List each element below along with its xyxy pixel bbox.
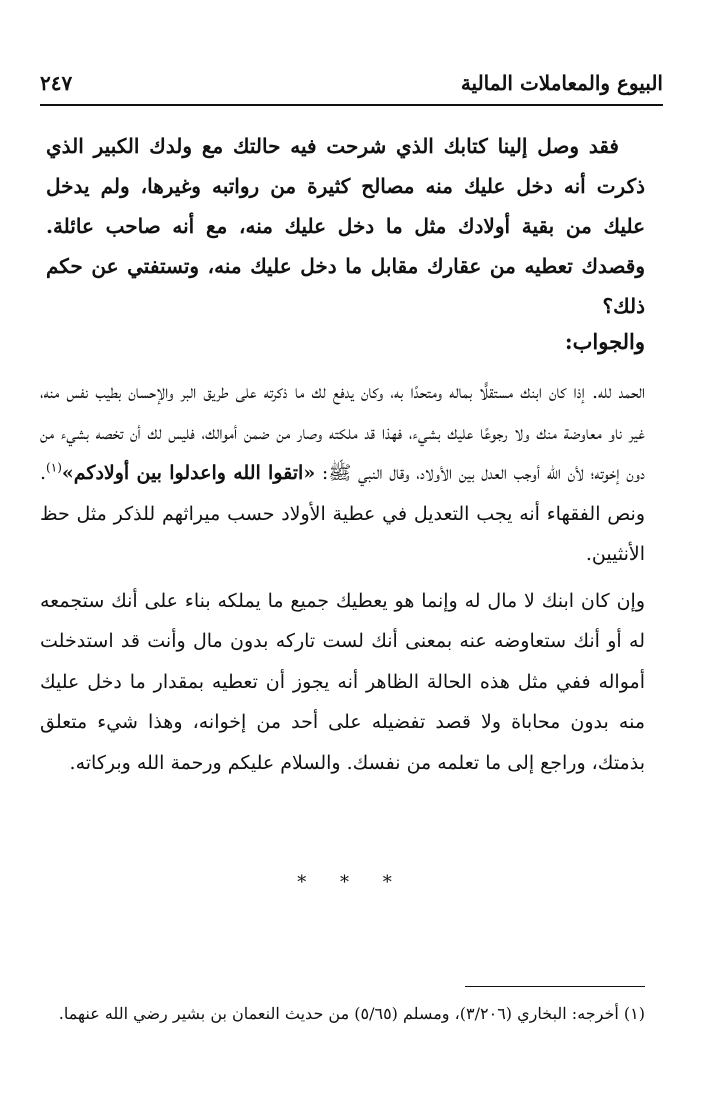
section-separator: * * * xyxy=(297,872,406,893)
answer-paragraph-2: وإن كان ابنك لا مال له وإنما هو يعطيك جميع ما يملكه بناء على أنك ستجمعه له أو أنك ستعاوضه عنه بمعنى أنك لست تاركه بدون مال وأنت قد استدخلت أمواله ففي مثل هذه الحالة الظاهر أنه يجوز أن تعطيه بمقدار ما دخل عليك منه بدون محاباة ولا قصد تفضيله على أحد من إخوانه، وهذا شيء متعلق بذمتك، وراجع إلى ما تعلمه من نفسك. والسلام عليكم ورحمة الله وبركاته. xyxy=(40,589,645,774)
footnote-reference[interactable]: (١) xyxy=(46,460,62,475)
answer-heading: والجواب: xyxy=(564,329,645,354)
header-rule xyxy=(40,104,663,106)
answer-p1-after: . ونص الفقهاء أنه يجب التعديل في عطية الأولاد حسب ميراثهم للذكر مثل حظ الأنثيين. xyxy=(40,462,645,565)
answer-paragraph-1 xyxy=(40,372,645,575)
footnote: (١) أخرجه: البخاري (٣/٢٠٦)، ومسلم (٥/٦٥) من حديث النعمان بن بشير رضي الله عنهما. xyxy=(58,1004,645,1023)
answer-p1-before: الحمد لله. إذا كان ابنك مستقلًّا بماله ومتحدًا به، وكان يدفع لك ما ذكرته على طريق البر والإحسان بطيب نفس منه، غير ناو معاوضة منك ولا رجوعًا عليك بشيء، فهذا قد ملكته وصار من ضمن أموالك، فليس لك أن تخصه بشيء من دون إخوته؛ لأن الله أوجب العدل بين الأولاد، وقال النبي ﷺ: xyxy=(40,381,645,484)
answer-body xyxy=(40,372,645,783)
question-text: فقد وصل إلينا كتابك الذي شرحت فيه حالتك مع ولدك الكبير الذي ذكرت أنه دخل عليك منه مصالح كثيرة من رواتبه وغيرها، ولم يدخل عليك من بقية أولادك مثل ما دخل عليك منه، مع أنه صاحب عائلة. وقصدك تعطيه من عقارك مقابل ما دخل عليك منه، وتستفتي عن حكم ذلك؟ xyxy=(46,134,646,318)
page-number: ٢٤٧ xyxy=(40,71,73,95)
page-header xyxy=(40,66,663,100)
running-title: البيوع والمعاملات المالية xyxy=(460,71,663,95)
hadith-quote: «اتقوا الله واعدلوا بين أولادكم» xyxy=(61,462,316,484)
footnote-rule xyxy=(465,986,645,987)
question-block xyxy=(46,126,645,326)
